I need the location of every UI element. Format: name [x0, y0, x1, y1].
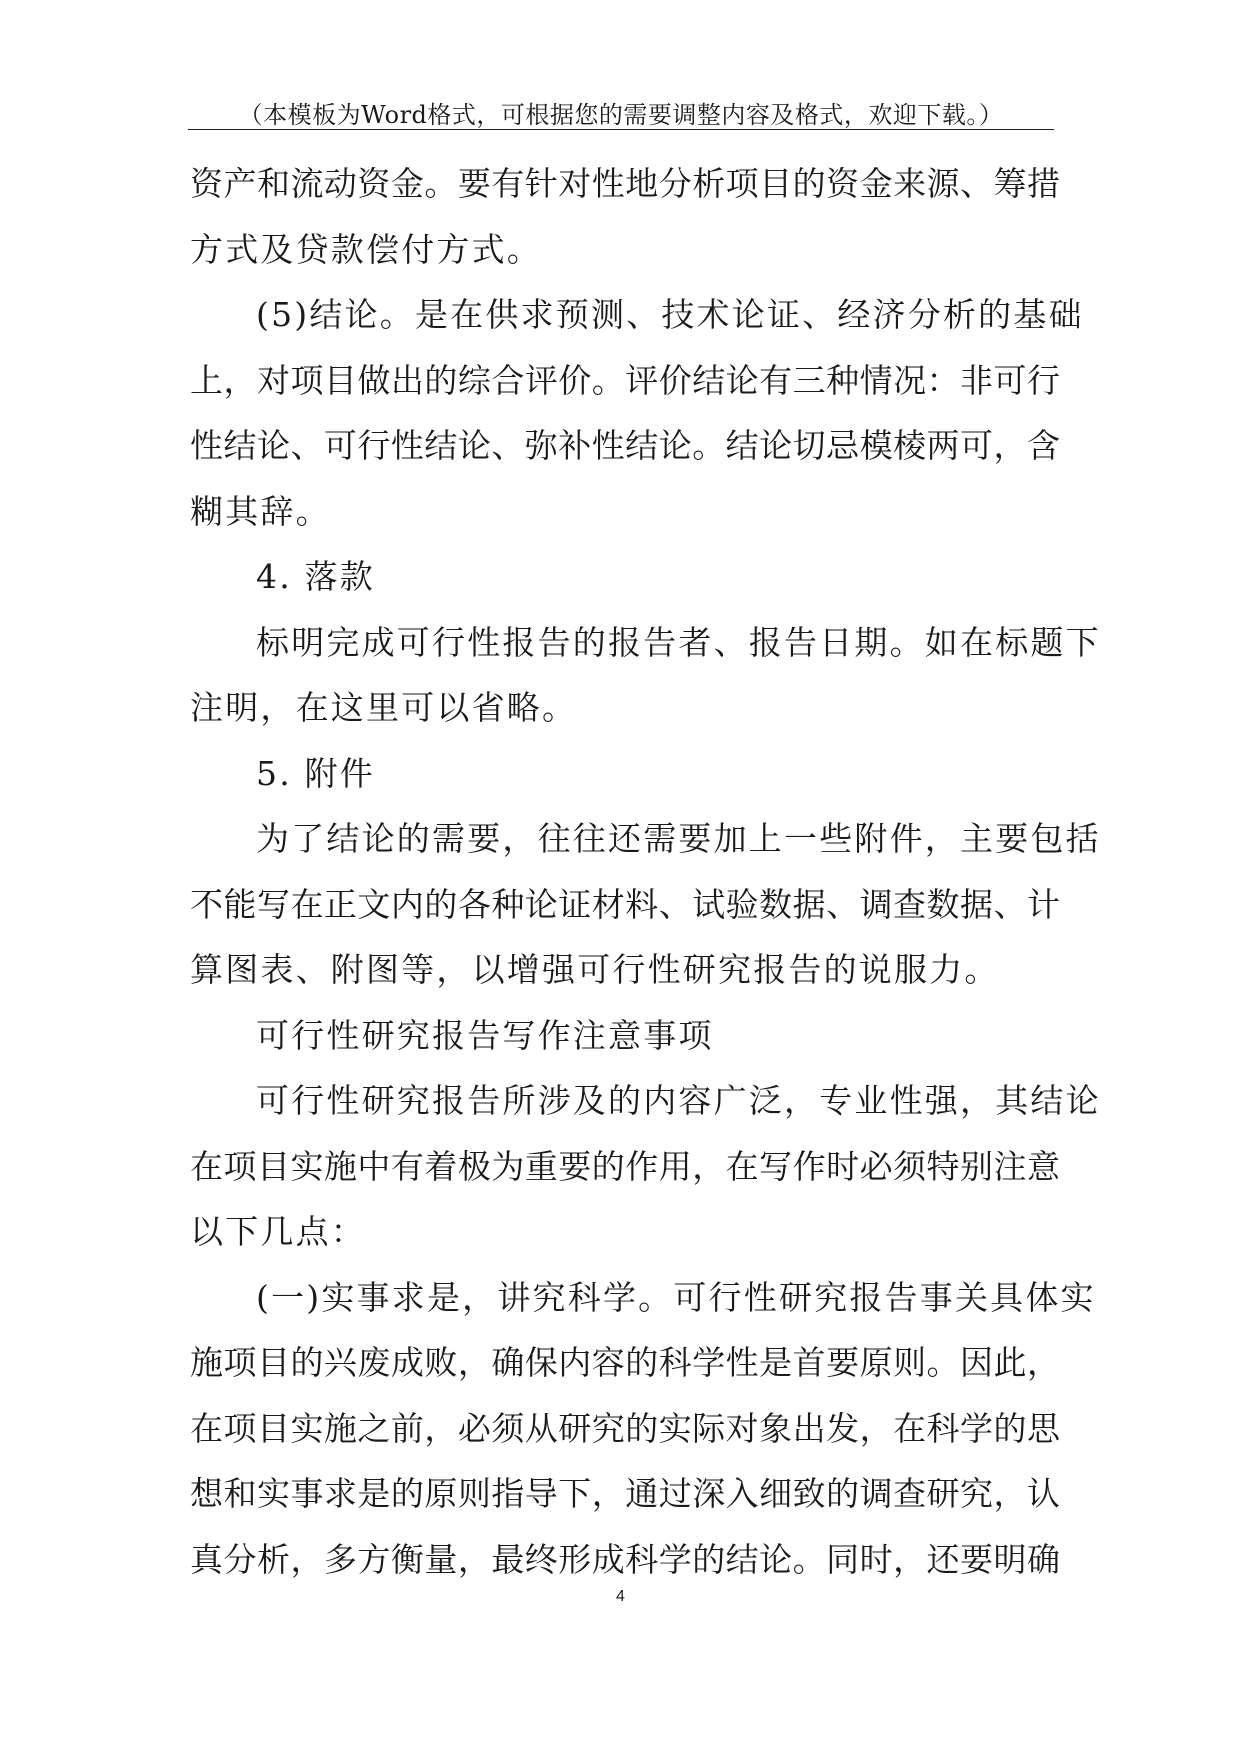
- text-line: 算图表、附图等，以增强可行性研究报告的说服力。: [190, 950, 1000, 989]
- page-number: 4: [616, 1588, 625, 1605]
- text-line: (5)结论。是在供求预测、技术论证、经济分析的基础: [256, 295, 1084, 334]
- text-line: 为了结论的需要，往往还需要加上一些附件，主要包括: [256, 819, 1101, 858]
- text-line: 想和实事求是的原则指导下，通过深入细致的调查研究，认: [190, 1474, 1060, 1513]
- text-line: 上，对项目做出的综合评价。评价结论有三种情况：非可行: [190, 360, 1060, 400]
- text-line: 糊其辞。: [190, 491, 331, 531]
- section-heading: 可行性研究报告写作注意事项: [256, 1015, 714, 1055]
- text-line: 以下几点：: [190, 1212, 366, 1251]
- text-line: 施项目的兴废成败，确保内容的科学性是首要原则。因此，: [190, 1343, 1060, 1382]
- section-heading: 4. 落款: [256, 557, 375, 596]
- section-heading: 5. 附件: [256, 753, 375, 793]
- text-line: 资产和流动资金。要有针对性地分析项目的资金来源、筹措: [190, 164, 1060, 203]
- text-line: (一)实事求是，讲究科学。可行性研究报告事关具体实: [256, 1277, 1096, 1317]
- text-line: 标明完成可行性报告的报告者、报告日期。如在标题下: [256, 622, 1101, 662]
- page-header: （本模板为Word格式，可根据您的需要调整内容及格式，欢迎下载。）: [238, 101, 1004, 129]
- text-line: 注明，在这里可以省略。: [190, 688, 578, 727]
- text-line: 可行性研究报告所涉及的内容广泛，专业性强，其结论: [256, 1081, 1101, 1120]
- body-text: [190, 151, 1101, 1592]
- header-divider: [188, 129, 1054, 130]
- text-line: 在项目实施之前，必须从研究的实际对象出发，在科学的思: [190, 1408, 1060, 1448]
- text-line: 方式及贷款偿付方式。: [190, 229, 542, 269]
- text-line: 性结论、可行性结论、弥补性结论。结论切忌模棱两可，含: [190, 426, 1060, 465]
- text-line: 不能写在正文内的各种论证材料、试验数据、调查数据、计: [190, 884, 1060, 924]
- text-line: 真分析，多方衡量，最终形成科学的结论。同时，还要明确: [190, 1539, 1060, 1579]
- text-line: 在项目实施中有着极为重要的作用，在写作时必须特别注意: [190, 1146, 1060, 1186]
